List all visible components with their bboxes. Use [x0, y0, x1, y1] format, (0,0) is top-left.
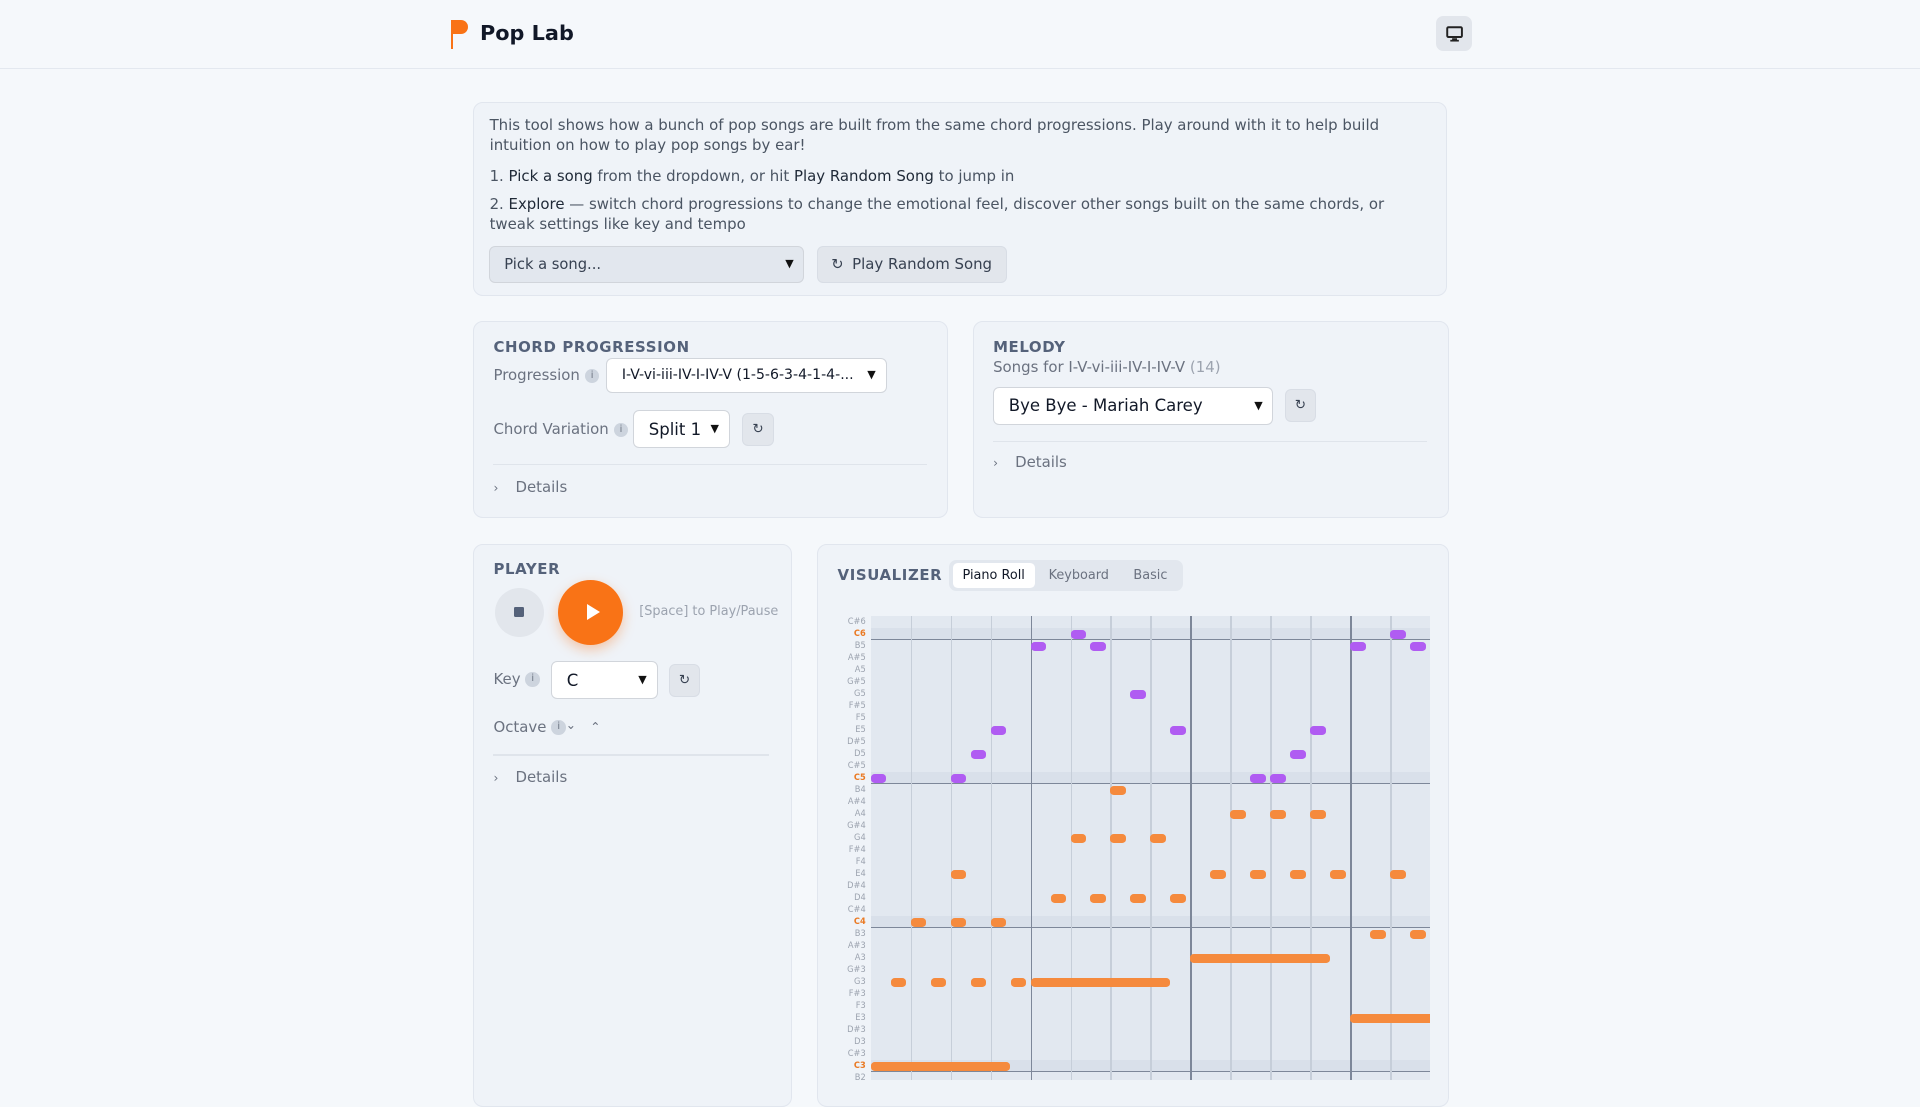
chevron-right-icon: ›	[493, 480, 499, 495]
pitch-label: F#4	[848, 843, 866, 855]
pitch-label: C5	[853, 771, 866, 783]
key-label: Key i	[493, 670, 540, 688]
pitch-label: F#5	[848, 699, 866, 711]
chord-note	[1150, 834, 1166, 843]
melody-details-toggle[interactable]: › Details	[993, 453, 1067, 472]
beat-line	[1270, 616, 1271, 1080]
song-count: (14)	[1189, 357, 1221, 376]
pitch-label: D4	[854, 891, 866, 903]
pitch-label: G#5	[847, 675, 866, 687]
shuffle-variation-button[interactable]	[742, 413, 774, 446]
chord-details-toggle[interactable]: › Details	[493, 477, 568, 496]
divider	[993, 441, 1426, 442]
piano-roll	[833, 616, 1431, 1080]
chord-note	[951, 918, 967, 927]
beat-line	[951, 616, 952, 1080]
display-mode-button[interactable]	[1436, 16, 1472, 52]
chord-note	[1051, 894, 1067, 903]
pitch-label: B3	[854, 927, 866, 939]
intro-step-1: 1. Pick a song from the dropdown, or hit Play Random Song to jump in	[489, 167, 1015, 186]
app-title: Pop Lab	[480, 20, 574, 45]
pitch-label: G#4	[847, 819, 866, 831]
pitch-label: A#4	[847, 795, 866, 807]
piano-roll-grid	[871, 616, 1431, 1080]
play-icon	[587, 604, 600, 620]
chord-note	[1390, 870, 1406, 879]
refresh-icon: ↻	[831, 255, 844, 273]
melody-note	[971, 750, 987, 759]
pitch-label: C4	[853, 915, 866, 927]
chord-note	[871, 1062, 1011, 1071]
chord-note	[931, 978, 947, 987]
info-icon[interactable]: i	[585, 369, 600, 384]
key-value: C	[566, 670, 579, 690]
melody-song-value: Bye Bye - Mariah Carey	[1008, 396, 1203, 416]
refresh-icon: ↻	[752, 421, 764, 437]
monitor-icon	[1446, 26, 1463, 42]
bar-line	[1190, 616, 1191, 1080]
refresh-icon: ↻	[1294, 398, 1307, 414]
pitch-label: E4	[855, 867, 866, 879]
chevron-down-icon: ▼	[1254, 398, 1263, 412]
melody-note	[1071, 630, 1087, 639]
chord-note	[1290, 870, 1306, 879]
pitch-label: F3	[855, 999, 866, 1011]
player-title: PLAYER	[493, 559, 561, 578]
visualizer-title: VISUALIZER	[837, 565, 943, 584]
melody-song-select[interactable]	[993, 387, 1273, 425]
beat-line	[1071, 616, 1072, 1080]
beat-line	[1390, 616, 1391, 1080]
chord-note	[991, 918, 1007, 927]
beat-line	[1110, 616, 1111, 1080]
pitch-label: D#4	[847, 879, 866, 891]
chord-note	[1230, 810, 1246, 819]
app-header	[0, 0, 1920, 69]
play-random-song-button[interactable]	[817, 246, 1007, 283]
chevron-down-icon: ▼	[638, 673, 647, 687]
chord-note	[1110, 786, 1126, 795]
pitch-label: A3	[854, 951, 866, 963]
chord-note	[1130, 894, 1146, 903]
pitch-label: G#3	[847, 963, 866, 975]
chord-note	[1370, 930, 1386, 939]
pitch-label: A4	[854, 807, 866, 819]
chord-variation-select[interactable]	[633, 410, 730, 448]
pitch-label: C3	[853, 1059, 866, 1071]
refresh-icon: ↻	[678, 672, 691, 688]
divider	[493, 464, 926, 465]
tab-piano-roll[interactable]: Piano Roll	[953, 563, 1035, 587]
melody-note	[1170, 726, 1186, 735]
beat-line	[1150, 616, 1151, 1080]
melody-note	[1350, 642, 1366, 651]
chord-progression-title: CHORD PROGRESSION	[493, 337, 690, 356]
melody-note	[1250, 774, 1266, 783]
intro-description: This tool shows how a bunch of pop songs are built from the same chord progressions. Play around with it to help build intuition on how to play pop songs by ear!	[489, 115, 1380, 155]
chord-note	[1410, 930, 1426, 939]
intro-step-2: 2. Explore — switch chord progressions to change the emotional feel, discover other songs built on the same chords, or tweak settings like key and tempo	[489, 194, 1385, 234]
melody-note	[991, 726, 1007, 735]
melody-note	[1090, 642, 1106, 651]
chord-note	[1270, 810, 1286, 819]
songs-for-label: Songs for I-V-vi-iii-IV-I-IV-V (14)	[993, 357, 1221, 376]
divider	[493, 754, 769, 755]
chevron-down-icon: ▼	[710, 422, 720, 436]
melody-note	[1130, 690, 1146, 699]
player-details-toggle[interactable]: › Details	[493, 767, 568, 786]
chord-note	[1071, 834, 1087, 843]
play-pause-hint: [Space] to Play/Pause	[639, 603, 779, 619]
info-icon[interactable]: i	[525, 672, 540, 687]
key-select[interactable]	[551, 661, 658, 699]
chord-note	[891, 978, 907, 987]
chord-note	[1031, 978, 1171, 987]
chord-note	[1310, 810, 1326, 819]
pitch-label: D#3	[847, 1023, 866, 1035]
chord-note	[1090, 894, 1106, 903]
bar-line	[1350, 616, 1351, 1080]
melody-note	[951, 774, 967, 783]
tab-keyboard[interactable]: Keyboard	[1048, 568, 1109, 583]
chevron-down-icon: ▼	[785, 257, 794, 271]
pitch-label: D#5	[847, 735, 866, 747]
chevron-down-icon: ▼	[867, 368, 876, 382]
melody-note	[871, 774, 887, 783]
chord-variation-value: Split 1	[648, 419, 702, 439]
pitch-label: D5	[854, 747, 866, 759]
pitch-label: F#3	[848, 987, 866, 999]
info-icon[interactable]: i	[614, 423, 629, 438]
progression-value: I-V-vi-iii-IV-I-IV-V (1-5-6-3-4-1-4-...	[621, 367, 854, 384]
pitch-label: G3	[854, 975, 866, 987]
chord-note	[951, 870, 967, 879]
pitch-label: F4	[855, 855, 866, 867]
melody-note	[1290, 750, 1306, 759]
beat-line	[911, 616, 912, 1080]
beat-line	[1230, 616, 1231, 1080]
pitch-label: D3	[854, 1035, 866, 1047]
melody-note	[1270, 774, 1286, 783]
pitch-label: C#3	[847, 1047, 866, 1059]
beat-line	[991, 616, 992, 1080]
pitch-label: B2	[854, 1071, 866, 1080]
pitch-label: C#4	[847, 903, 866, 915]
pitch-label: A#5	[847, 651, 866, 663]
pitch-label: C6	[853, 627, 866, 639]
chord-note	[1170, 894, 1186, 903]
pitch-label: A#3	[847, 939, 866, 951]
pitch-label: C#6	[847, 615, 866, 627]
progression-select[interactable]	[606, 358, 886, 394]
melody-note	[1410, 642, 1426, 651]
octave-up-button[interactable]: ⌃	[590, 720, 601, 734]
chord-note	[971, 978, 987, 987]
pitch-label: G4	[854, 831, 866, 843]
stop-icon	[514, 607, 524, 617]
progression-label: Progression i	[493, 366, 599, 384]
beat-line	[1310, 616, 1311, 1080]
pitch-label: F5	[855, 711, 866, 723]
chord-note	[1110, 834, 1126, 843]
chord-note	[1011, 978, 1027, 987]
play-random-song-label: Play Random Song	[852, 255, 993, 274]
pitch-label: E3	[855, 1011, 866, 1023]
octave-down-button[interactable]: ⌄	[565, 717, 576, 732]
pitch-label: G5	[854, 687, 866, 699]
song-select[interactable]	[489, 246, 805, 283]
octave-label: Octave i	[493, 718, 566, 736]
pitch-label: B5	[854, 639, 866, 651]
melody-title: MELODY	[993, 337, 1066, 356]
pitch-label: E5	[855, 723, 866, 735]
chevron-right-icon: ›	[493, 770, 499, 785]
info-icon[interactable]: i	[551, 720, 566, 735]
chord-note	[1210, 870, 1226, 879]
melody-note	[1390, 630, 1406, 639]
pitch-label: A5	[854, 663, 866, 675]
chord-note	[1350, 1014, 1430, 1023]
chevron-right-icon: ›	[993, 456, 998, 471]
chord-note	[1250, 870, 1266, 879]
bar-line	[1031, 616, 1032, 1080]
chord-note	[911, 918, 927, 927]
visualizer-tabs	[949, 560, 1183, 592]
chord-variation-label: Chord Variation i	[493, 420, 628, 438]
flag-logo-icon	[451, 20, 471, 49]
chord-note	[1190, 954, 1330, 963]
shuffle-song-button[interactable]	[1285, 389, 1317, 422]
pitch-label: B4	[854, 783, 866, 795]
shuffle-key-button[interactable]	[669, 664, 701, 697]
stop-button[interactable]	[495, 588, 544, 637]
chord-note	[1330, 870, 1346, 879]
melody-note	[1031, 642, 1047, 651]
song-select-value: Pick a song...	[504, 255, 602, 273]
melody-note	[1310, 726, 1326, 735]
tab-basic[interactable]: Basic	[1133, 568, 1168, 583]
pitch-label: C#5	[847, 759, 866, 771]
